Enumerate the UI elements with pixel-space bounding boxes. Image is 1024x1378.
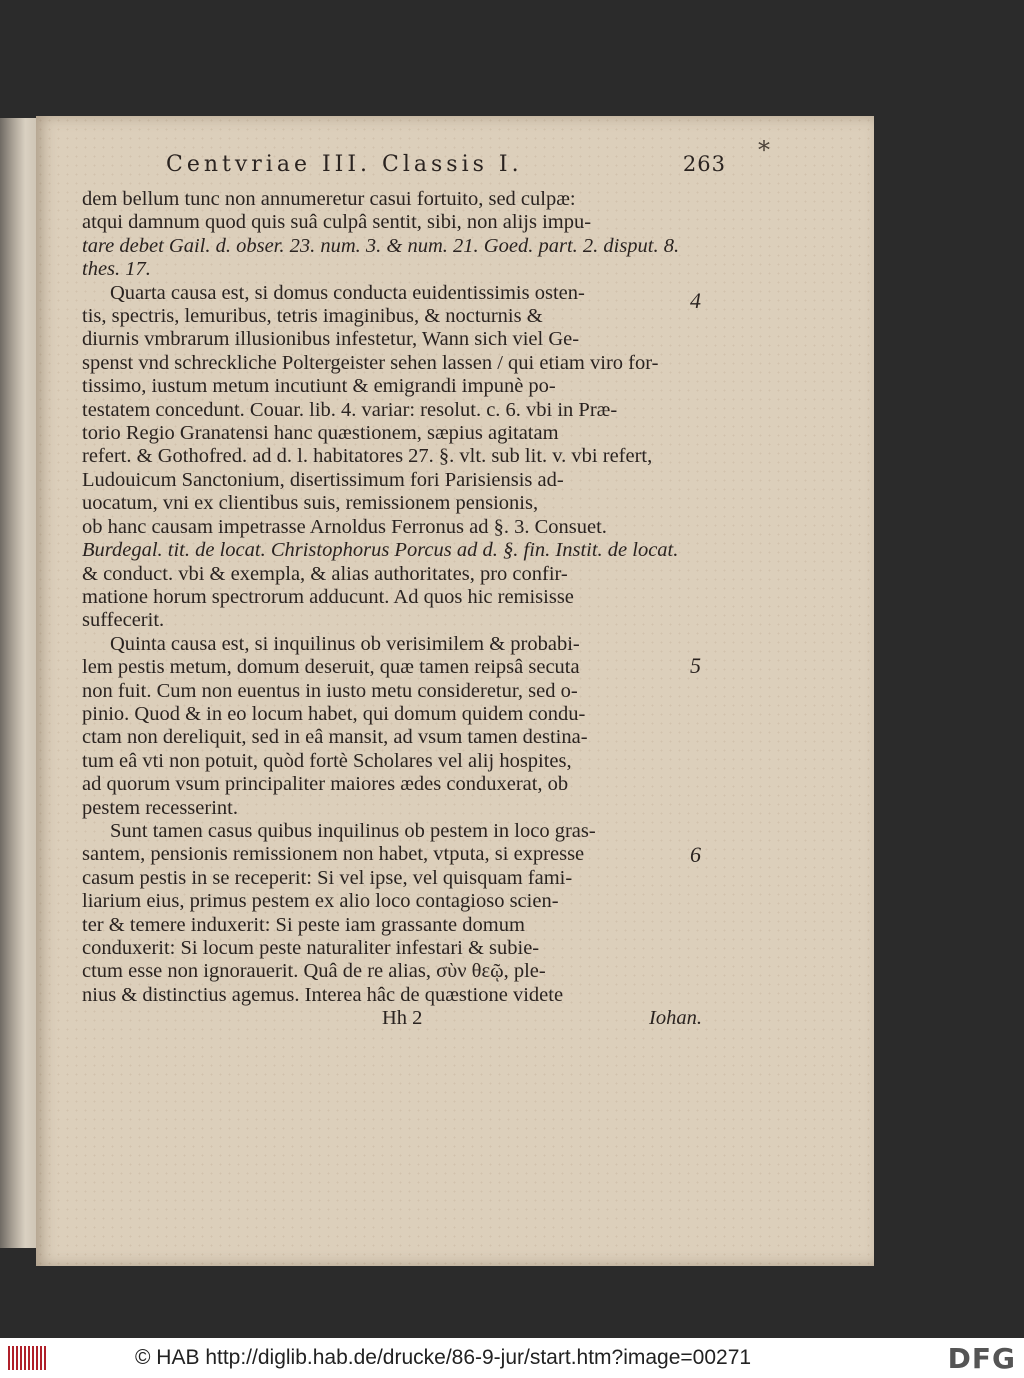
text-line: casum pestis in se receperit: Si vel ipse, vel quisquam fami- xyxy=(82,866,573,889)
text-line: tissimo, iustum metum incutiunt & emigrandi impunè po- xyxy=(82,375,556,398)
signature-line xyxy=(82,1007,702,1030)
text-line: non fuit. Cum non euentus in iusto metu consideretur, sed o- xyxy=(82,679,578,702)
text-line: Quinta causa est, si inquilinus ob verisimilem & probabi- xyxy=(110,632,580,655)
text-line: suffecerit. xyxy=(82,609,165,632)
running-title: Centvriae III. Classis I. xyxy=(166,152,523,177)
text-line: pinio. Quod & in eo locum habet, qui domum quidem condu- xyxy=(82,702,586,725)
text-line: testatem concedunt. Couar. lib. 4. variar: resolut. c. 6. vbi in Præ- xyxy=(82,398,618,421)
text-line: refert. & Gothofred. ad d. l. habitatores 27. §. vlt. sub lit. v. vbi refert, xyxy=(82,445,653,468)
text-line: ter & temere induxerit: Si peste iam grassante domum xyxy=(82,913,525,936)
page-number: 263 xyxy=(682,152,726,176)
text-line: Burdegal. tit. de locat. Christophorus Porcus ad d. §. fin. Instit. de locat. xyxy=(82,539,679,562)
text-line: ad quorum vsum principaliter maiores ædes conduxerat, ob xyxy=(82,773,569,796)
text-line: conduxerit: Si locum peste naturaliter infestari & subie- xyxy=(82,937,540,959)
text-line: tis, spectris, lemuribus, tetris imaginibus, & nocturnis & xyxy=(82,305,543,328)
text-line: lem pestis metum, domum deseruit, quæ tamen reipsâ secuta xyxy=(82,656,580,679)
text-line: pestem recesserint. xyxy=(82,796,238,819)
book-left-edge xyxy=(0,118,36,1248)
text-line: diurnis vmbrarum illusionibus infestetur, Wann sich viel Ge- xyxy=(82,328,580,351)
text-line: Quarta causa est, si domus conducta euidentissimis osten- xyxy=(110,281,585,304)
text-line: ob hanc causam impetrasse Arnoldus Ferronus ad §. 3. Consuet. xyxy=(82,515,607,538)
text-line: ctum esse non ignorauerit. Quâ de re alias, σὺν θεῷ, ple- xyxy=(82,960,546,983)
text-line: uocatum, vni ex clientibus suis, remissionem pensionis, xyxy=(82,492,539,515)
text-line: spenst vnd schreckliche Poltergeister sehen lassen / qui etiam viro for- xyxy=(82,351,659,374)
text-line: Ludouicum Sanctonium, disertissimum fori Parisiensis ad- xyxy=(82,468,564,491)
text-line: santem, pensionis remissionem non habet, vtputa, si expresse xyxy=(82,843,585,866)
book-page xyxy=(36,116,874,1266)
page-header xyxy=(166,152,726,177)
text-line: ctam non dereliquit, sed in eâ mansit, ad vsum tamen destina- xyxy=(82,726,588,749)
text-line: liarium eius, primus pestem ex alio loco contagioso scien- xyxy=(82,890,559,913)
text-line: atqui damnum quod quis suâ culpâ sentit, sibi, non alijs impu- xyxy=(82,211,592,234)
source-link[interactable]: © HAB http://diglib.hab.de/drucke/86-9-jur/start.htm?image=00271 xyxy=(135,1346,752,1369)
dfg-logo: DFG xyxy=(947,1342,1016,1375)
text-line: Sunt tamen casus quibus inquilinus ob pestem in loco gras- xyxy=(110,819,596,842)
text-line: torio Regio Granatensi hanc quæstionem, sæpius agitatam xyxy=(82,422,559,445)
text-line: dem bellum tunc non annumeretur casui fortuito, sed culpæ: xyxy=(82,188,576,210)
text-line: tare debet Gail. d. obser. 23. num. 3. & num. 21. Goed. part. 2. disput. 8. xyxy=(82,234,680,257)
body-text xyxy=(82,188,702,1031)
viewer-footer xyxy=(0,1338,1024,1378)
star-ornament: * xyxy=(758,136,770,164)
text-line: & conduct. vbi & exempla, & alias authoritates, pro confir- xyxy=(82,562,568,585)
text-line: tum eâ vti non potuit, quòd fortè Scholares vel alij hospites, xyxy=(82,749,572,772)
text-line: thes. 17. xyxy=(82,258,151,281)
margin-number-5: 5 xyxy=(690,653,701,678)
margin-number-6: 6 xyxy=(690,842,701,867)
text-line: matione horum spectrorum adducunt. Ad quos hic remisisse xyxy=(82,585,574,608)
hab-logo-icon xyxy=(8,1346,48,1370)
catchword: Iohan. xyxy=(649,1007,702,1030)
text-line: nius & distinctius agemus. Interea hâc de quæstione videte xyxy=(82,983,564,1006)
margin-number-4: 4 xyxy=(690,288,701,313)
signature-mark: Hh 2 xyxy=(382,1007,423,1030)
